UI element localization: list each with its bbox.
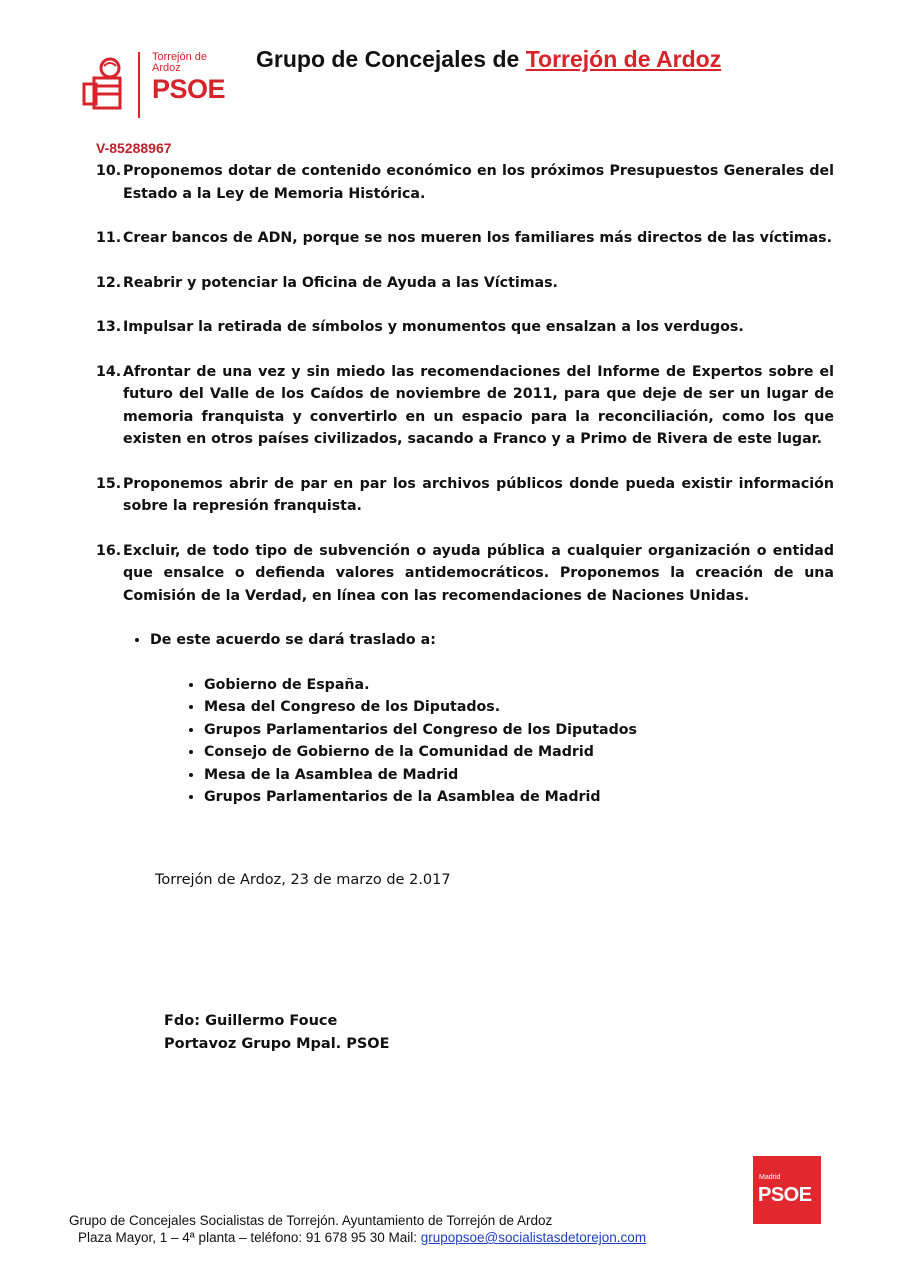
- proposal-text: Proponemos abrir de par en par los archivos públicos donde pueda existir información sobre la represión franquista.: [123, 475, 834, 514]
- document-date: Torrejón de Ardoz, 23 de marzo de 2.017: [155, 872, 451, 888]
- psoe-madrid-logo: [753, 1156, 821, 1224]
- proposal-number: 12.: [96, 274, 122, 291]
- signature-block: [164, 1010, 390, 1056]
- document-code: V-85288967: [96, 140, 172, 156]
- recipient-item: • Gobierno de España.: [204, 674, 834, 697]
- title-prefix: Grupo de Concejales de: [256, 46, 526, 72]
- proposal-item: [96, 361, 834, 451]
- signature-role: Portavoz Grupo Mpal. PSOE: [164, 1036, 390, 1052]
- footer-line-2: [69, 1229, 646, 1246]
- recipient-item: • Mesa de la Asamblea de Madrid: [204, 764, 834, 787]
- proposal-number: 14.: [96, 363, 122, 380]
- recipients-list: [96, 674, 834, 809]
- proposal-text: Reabrir y potenciar la Oficina de Ayuda a las Víctimas.: [123, 274, 558, 291]
- traslado-list: [96, 629, 834, 652]
- proposal-text: Proponemos dotar de contenido económico en los próximos Presupuestos Generales del Estado a la Ley de Memoria Histórica.: [123, 163, 834, 202]
- logo-brand-text: PSOE: [758, 1184, 812, 1206]
- proposal-number: 13.: [96, 319, 122, 335]
- title-town: Torrejón de Ardoz: [525, 46, 722, 72]
- logo-brand-text: PSOE: [152, 74, 226, 104]
- proposal-text: Impulsar la retirada de símbolos y monumentos que ensalzan a los verdugos.: [123, 319, 744, 335]
- recipient-item: • Grupos Parlamentarios del Congreso de los Diputados: [204, 719, 834, 742]
- proposal-text: Afrontar de una vez y sin miedo las recomendaciones del Informe de Expertos sobre el futuro del Valle de los Caídos de noviembre de 2011, para que deje de ser un lugar de memoria franquista y convertirlo en un espacio para la reconciliación, como los que existen en otros países civilizados, sacando a Franco y a Primo de Rivera de este lugar.: [123, 363, 834, 447]
- traslado-intro: • De este acuerdo se dará traslado a:: [150, 629, 834, 652]
- proposal-item: [96, 160, 834, 205]
- psoe-torrejon-logo: [80, 48, 240, 124]
- proposal-number: 10.: [96, 163, 122, 179]
- recipient-item: • Consejo de Gobierno de la Comunidad de Madrid: [204, 741, 834, 764]
- page-title: [256, 46, 721, 73]
- logo-town-text: Torrejón de Ardoz: [152, 51, 208, 74]
- proposal-item: [96, 316, 834, 339]
- logo-region-text: Madrid: [759, 1174, 781, 1181]
- proposal-text: Excluir, de todo tipo de subvención o ayuda pública a cualquier organización o entidad que ensalce o defienda valores antidemocráticos. Proponemos la creación de una Comisión de la Verdad, en línea con las recomendaciones de Naciones Unidas.: [123, 542, 834, 604]
- footer-address: Plaza Mayor, 1 – 4ª planta – teléfono: 91 678 95 30 Mail:: [78, 1230, 421, 1245]
- proposal-number: 16.: [96, 542, 122, 559]
- proposal-item: [96, 473, 834, 518]
- recipient-item: • Grupos Parlamentarios de la Asamblea de Madrid: [204, 786, 834, 809]
- page-footer: [69, 1212, 646, 1246]
- proposal-text: Crear bancos de ADN, porque se nos mueren los familiares más directos de las víctimas.: [123, 230, 832, 246]
- proposal-item: [96, 227, 834, 250]
- footer-email-link[interactable]: grupopsoe@socialistasdetorejon.com: [420, 1230, 647, 1245]
- recipient-item: • Mesa del Congreso de los Diputados.: [204, 696, 834, 719]
- proposal-item: [96, 540, 834, 608]
- footer-line-1: Grupo de Concejales Socialistas de Torrejón. Ayuntamiento de Torrejón de Ardoz: [69, 1213, 553, 1228]
- proposal-item: [96, 272, 834, 295]
- rose-fist-icon: [80, 56, 128, 114]
- proposal-number: 15.: [96, 475, 122, 492]
- logo-divider: [138, 52, 140, 118]
- signature-name: Fdo: Guillermo Fouce: [164, 1013, 338, 1029]
- proposals-section: [96, 160, 834, 809]
- proposal-number: 11.: [96, 230, 122, 246]
